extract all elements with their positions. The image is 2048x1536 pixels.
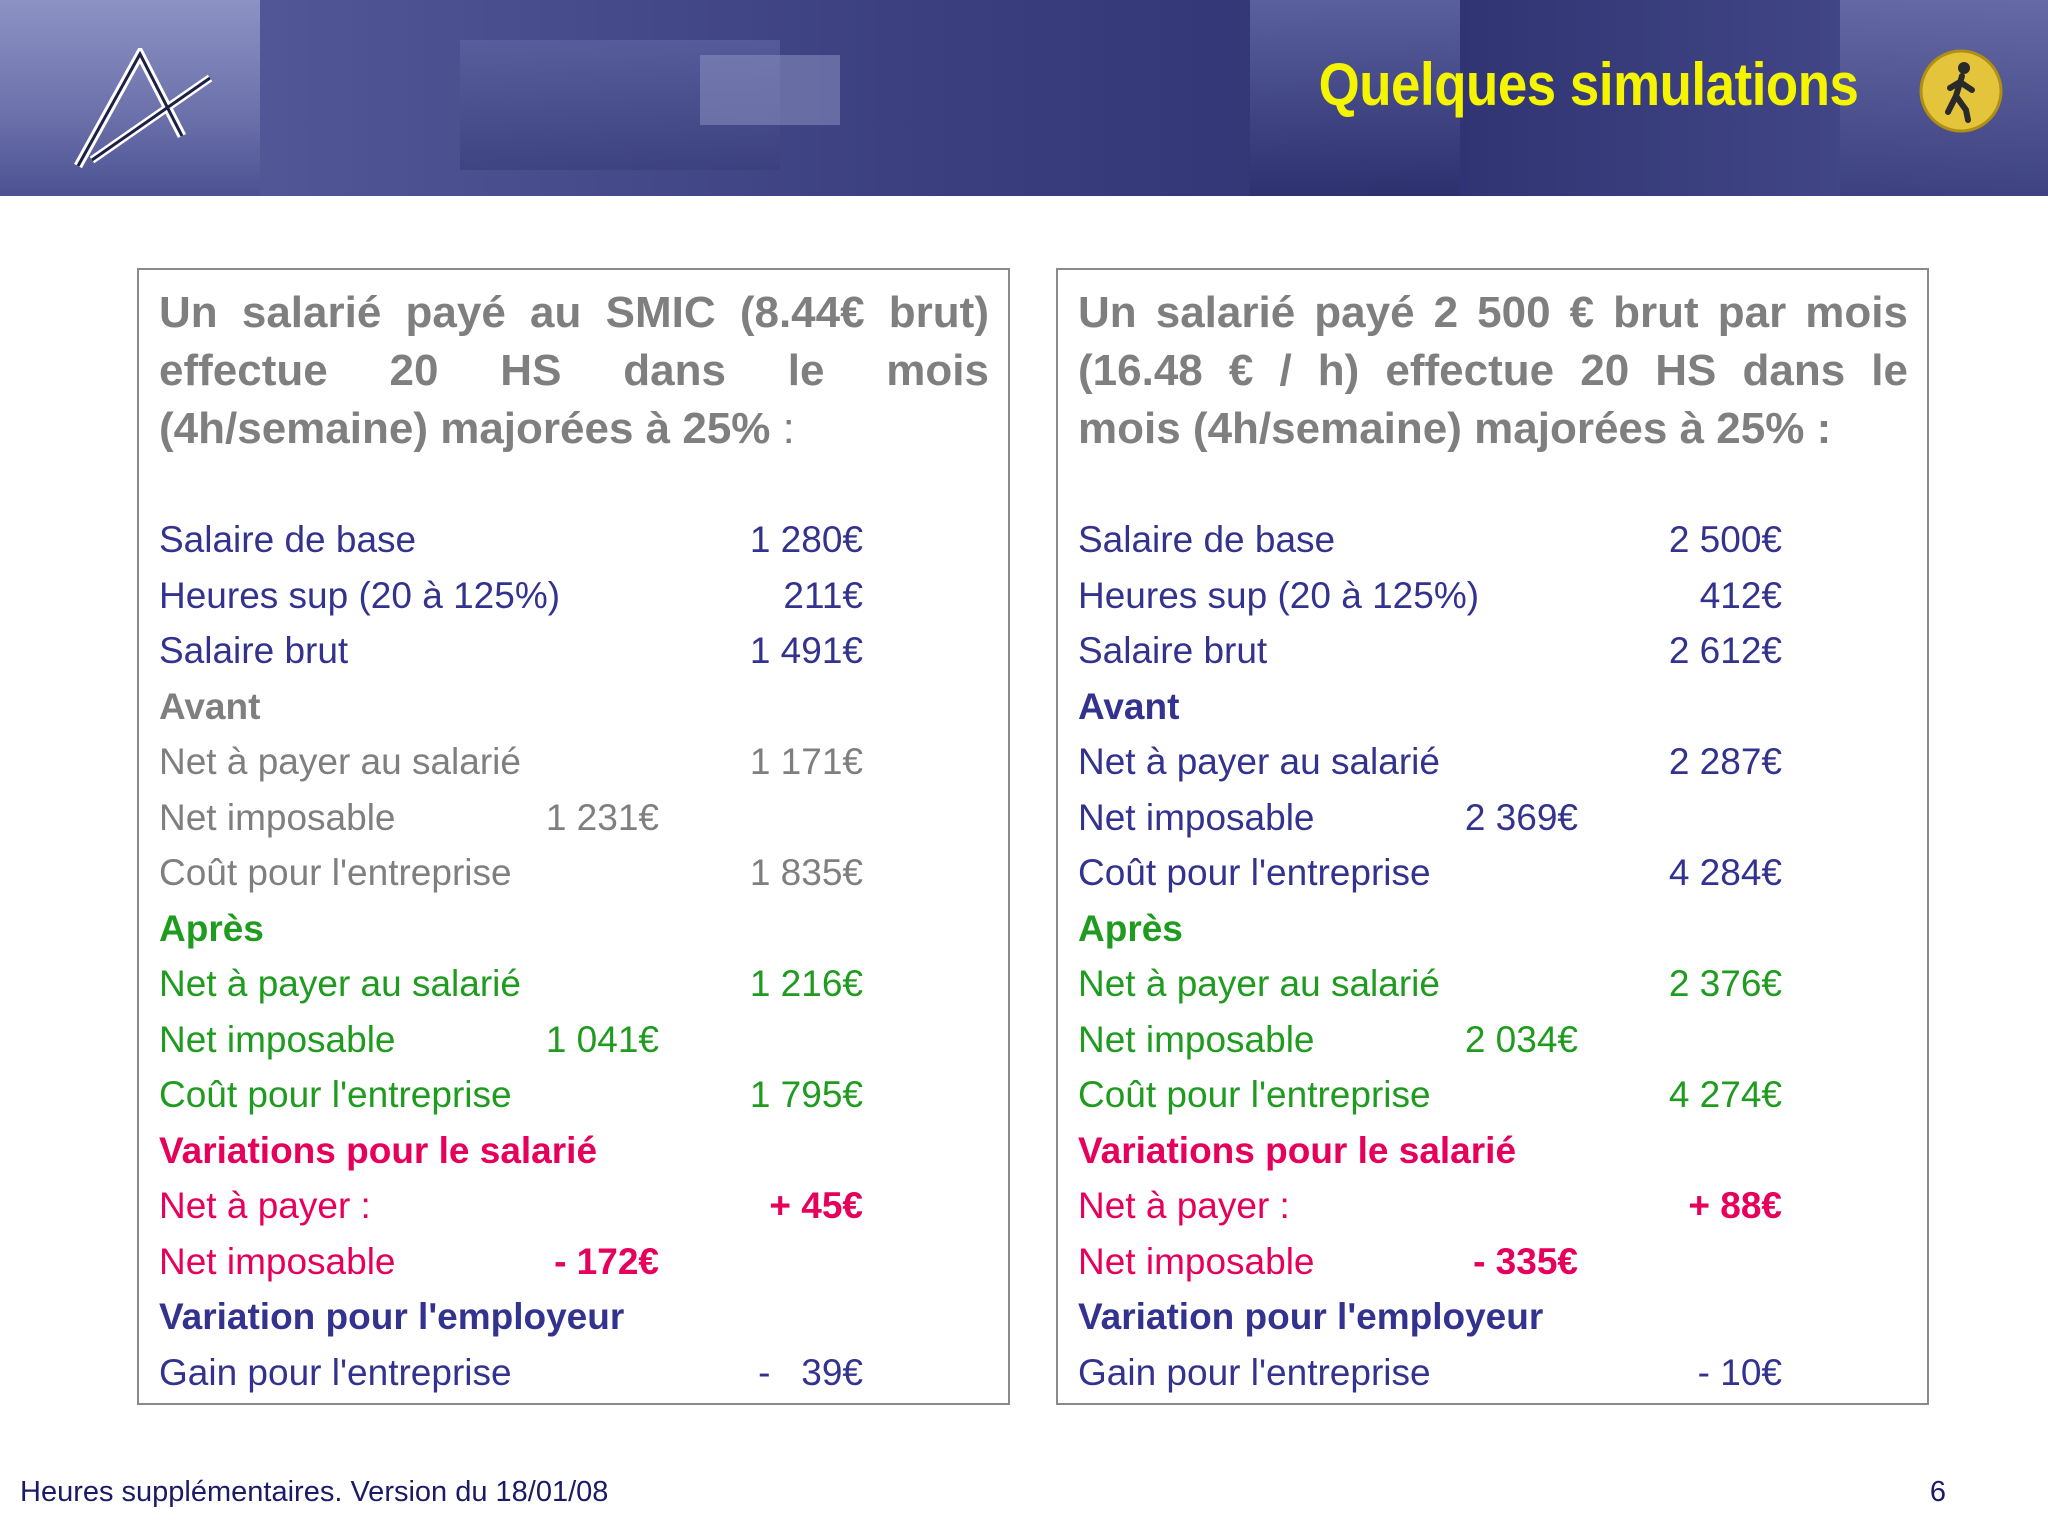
row-salaire-base xyxy=(1078,512,1908,568)
row-value: - 10€ xyxy=(1697,1351,1782,1393)
row-label: Coût pour l'entreprise xyxy=(159,1074,512,1115)
row-mid-value: 2 034€ xyxy=(1464,1018,1578,1060)
row-label: Net imposable xyxy=(159,796,396,838)
header-banner xyxy=(0,0,2048,196)
panel-intro-text: Un salarié payé au SMIC (8.44€ brut) effectue 20 HS dans le mois (4h/semaine) majorées à 25% xyxy=(159,288,989,453)
row-net-payer-avant xyxy=(1078,734,1908,790)
row-value: 211€ xyxy=(783,574,863,616)
row-label: Net à payer au salarié xyxy=(159,741,521,782)
row-label: Net imposable xyxy=(1078,1018,1315,1060)
page-title: Quelques simulations xyxy=(1318,51,1858,118)
row-label: Net imposable xyxy=(159,1018,396,1060)
walking-person-sign-icon xyxy=(1918,48,2004,134)
row-value: 2 287€ xyxy=(1668,741,1782,782)
section-label: Variation pour l'employeur xyxy=(159,1296,625,1337)
panel-intro xyxy=(159,284,989,458)
row-label: Heures sup (20 à 125%) xyxy=(159,574,561,616)
simulation-panel-2500 xyxy=(1056,268,1929,1405)
row-mid-value: 2 369€ xyxy=(1464,796,1578,838)
row-cout-avant xyxy=(1078,845,1908,901)
row-label: Net à payer : xyxy=(1078,1185,1290,1226)
row-salaire-base xyxy=(159,512,989,568)
row-label: Coût pour l'entreprise xyxy=(159,852,512,893)
section-heading-variations-salarie xyxy=(159,1123,989,1179)
row-net-imposable-avant xyxy=(159,790,989,846)
row-value: 2 500€ xyxy=(1668,519,1782,560)
row-value: 1 491€ xyxy=(749,630,863,671)
row-label: Net imposable xyxy=(159,1240,396,1282)
row-cout-avant xyxy=(159,845,989,901)
row-variation-net-payer xyxy=(159,1178,989,1234)
simulation-panel-smic xyxy=(137,268,1010,1405)
section-label: Variations pour le salarié xyxy=(1078,1129,1517,1171)
section-heading-avant xyxy=(1078,679,1908,735)
simulation-rows xyxy=(159,512,989,1400)
panel-intro xyxy=(1078,284,1908,458)
section-heading-variation-employeur xyxy=(159,1289,989,1345)
section-heading-variations-salarie xyxy=(1078,1123,1908,1179)
section-heading-variation-employeur xyxy=(1078,1289,1908,1345)
row-salaire-brut xyxy=(1078,623,1908,679)
row-value: 1 216€ xyxy=(749,963,863,1004)
row-value: 4 284€ xyxy=(1668,852,1782,893)
row-mid-value: 1 231€ xyxy=(545,796,659,838)
row-label: Salaire de base xyxy=(1078,519,1336,560)
row-value: 1 835€ xyxy=(749,852,863,893)
row-value: + 88€ xyxy=(1688,1185,1782,1226)
row-label: Salaire de base xyxy=(159,519,417,560)
row-label: Net imposable xyxy=(1078,796,1315,838)
page-number: 6 xyxy=(1929,1476,1946,1508)
section-label: Avant xyxy=(159,685,261,727)
row-label: Gain pour l'entreprise xyxy=(1078,1351,1431,1393)
row-label: Salaire brut xyxy=(1078,630,1268,671)
row-value: 1 171€ xyxy=(749,741,863,782)
panel-intro-tail: : xyxy=(770,404,795,453)
row-net-imposable-apres xyxy=(159,1012,989,1068)
row-value: 2 612€ xyxy=(1668,630,1782,671)
row-label: Net à payer : xyxy=(159,1185,371,1226)
stylized-a-logo-icon xyxy=(70,48,240,176)
row-mid-value: - 172€ xyxy=(554,1240,659,1282)
row-label: Net à payer au salarié xyxy=(1078,963,1440,1004)
row-variation-net-imposable xyxy=(159,1234,989,1290)
section-label: Après xyxy=(159,907,264,949)
row-label: Coût pour l'entreprise xyxy=(1078,1074,1431,1115)
row-heures-sup xyxy=(1078,568,1908,624)
section-heading-apres xyxy=(1078,901,1908,957)
section-heading-apres xyxy=(159,901,989,957)
row-salaire-brut xyxy=(159,623,989,679)
row-value: 1 795€ xyxy=(749,1074,863,1115)
row-value: + 45€ xyxy=(769,1185,863,1226)
panel-intro-text: Un salarié payé 2 500 € brut par mois (16.48 € / h) effectue 20 HS dans le mois (4h/semaine) majorées à 25% : xyxy=(1078,288,1908,453)
row-net-imposable-apres xyxy=(1078,1012,1908,1068)
simulation-rows xyxy=(1078,512,1908,1400)
row-label: Net à payer au salarié xyxy=(1078,741,1440,782)
row-net-payer-apres xyxy=(1078,956,1908,1012)
row-value: 1 280€ xyxy=(749,519,863,560)
footer-version: Heures supplémentaires. Version du 18/01/08 xyxy=(20,1476,609,1508)
row-gain-entreprise xyxy=(159,1345,989,1401)
section-heading-avant xyxy=(159,679,989,735)
section-label: Avant xyxy=(1078,685,1180,727)
row-cout-apres xyxy=(1078,1067,1908,1123)
row-net-imposable-avant xyxy=(1078,790,1908,846)
section-label: Après xyxy=(1078,907,1183,949)
row-label: Salaire brut xyxy=(159,630,349,671)
banner-texture xyxy=(700,55,840,125)
row-net-payer-apres xyxy=(159,956,989,1012)
row-value: 2 376€ xyxy=(1668,963,1782,1004)
row-net-payer-avant xyxy=(159,734,989,790)
row-mid-value: 1 041€ xyxy=(545,1018,659,1060)
row-heures-sup xyxy=(159,568,989,624)
row-label: Coût pour l'entreprise xyxy=(1078,852,1431,893)
row-cout-apres xyxy=(159,1067,989,1123)
row-variation-net-payer xyxy=(1078,1178,1908,1234)
row-value: 412€ xyxy=(1699,574,1782,616)
section-label: Variations pour le salarié xyxy=(159,1129,598,1171)
row-label: Net imposable xyxy=(1078,1240,1315,1282)
row-mid-value: - 335€ xyxy=(1473,1240,1578,1282)
row-label: Net à payer au salarié xyxy=(159,963,521,1004)
row-label: Gain pour l'entreprise xyxy=(159,1351,512,1393)
section-label: Variation pour l'employeur xyxy=(1078,1296,1544,1337)
row-label: Heures sup (20 à 125%) xyxy=(1078,574,1480,616)
row-value: 4 274€ xyxy=(1668,1074,1782,1115)
row-value: - 39€ xyxy=(758,1351,863,1393)
row-variation-net-imposable xyxy=(1078,1234,1908,1290)
row-gain-entreprise xyxy=(1078,1345,1908,1401)
